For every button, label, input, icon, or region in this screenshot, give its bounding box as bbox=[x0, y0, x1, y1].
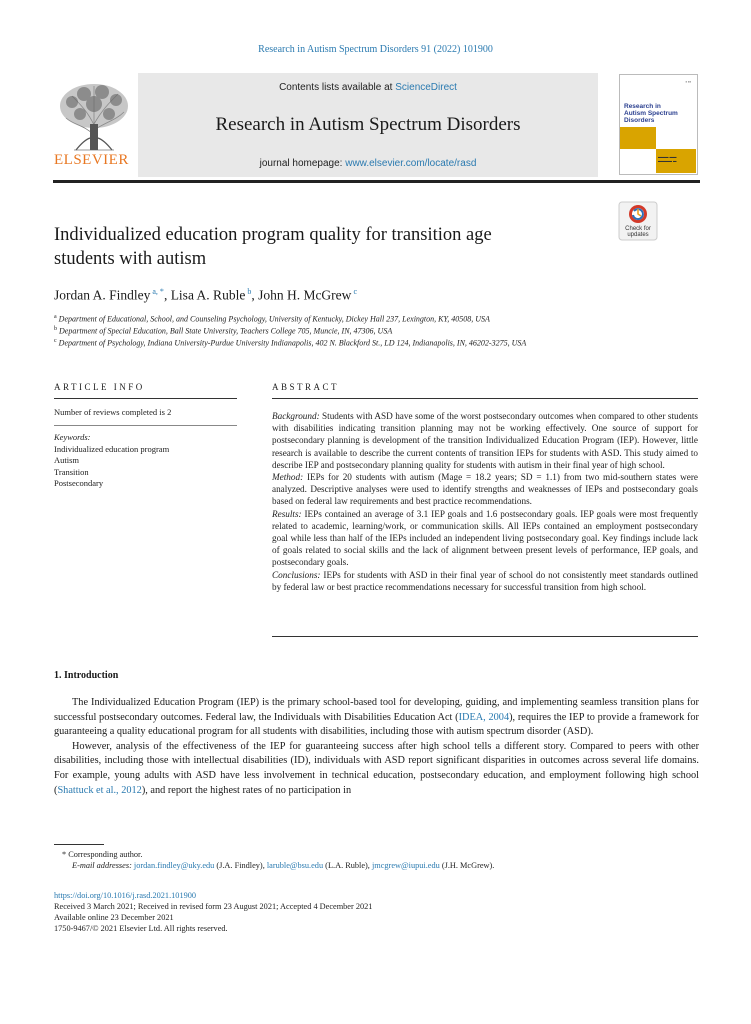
cover-title-line3: Disorders bbox=[624, 117, 655, 124]
affiliation bbox=[54, 314, 490, 324]
journal-cover-thumbnail[interactable] bbox=[619, 74, 698, 175]
body-text bbox=[54, 696, 699, 798]
journal-reference[interactable]: Research in Autism Spectrum Disorders 91 (2022) 101900 bbox=[258, 44, 493, 55]
affiliation-sup: c bbox=[54, 338, 57, 344]
article-title bbox=[54, 223, 574, 271]
cover-color-block bbox=[620, 127, 656, 149]
citation-link[interactable]: IDEA, 2004 bbox=[458, 711, 510, 723]
affiliation-text: Department of Educational, School, and Counseling Psychology, University of Kentucky, Dickey Hall 237, Lexington, KY, 40508, USA bbox=[58, 314, 490, 324]
affiliation-sup: b bbox=[54, 326, 57, 332]
check-for-updates-label bbox=[618, 226, 658, 238]
author-list: Jordan A. Findley $^{a, *}$, Lisa A. Ruble $^b$, John H. McGrew $^c$ bbox=[54, 287, 357, 303]
elsevier-tree-logo bbox=[54, 80, 134, 152]
reviews-count: Number of reviews completed is 2 bbox=[54, 407, 172, 417]
abstract-background bbox=[272, 410, 698, 471]
header-rule bbox=[53, 180, 700, 183]
affiliation-text: Department of Special Education, Ball State University, Teachers College 705, Muncie, IN, 47306, USA bbox=[59, 326, 393, 336]
abstract-end-rule bbox=[272, 636, 698, 637]
affiliation bbox=[54, 326, 392, 336]
author-affiliation-sup[interactable]: b bbox=[247, 287, 252, 296]
sciencedirect-link[interactable]: ScienceDirect bbox=[395, 82, 457, 93]
conclusions-label: Conclusions: bbox=[272, 569, 321, 580]
journal-title: Research in Autism Spectrum Disorders bbox=[215, 114, 521, 135]
paragraph-text: ), and report the highest rates of no participation in bbox=[141, 784, 352, 796]
abstract-rule bbox=[272, 398, 698, 399]
article-info-rule bbox=[54, 398, 237, 399]
section-heading-introduction: 1. Introduction bbox=[54, 670, 119, 681]
conclusions-text: IEPs for students with ASD in their final year of school do not consistently meet standards outlined by federal law or best practice recommendations necessary for successful transition from high school. bbox=[272, 569, 698, 592]
results-text: IEPs contained an average of 3.1 IEP goals and 1.6 postsecondary goals. IEP goals were most frequently related to academic, learning/work, or communication skills. All IEPs contained an employment postsecondary goal while less than half of the IEPs included an independent living postsecondary goal. Key findings include lack of goals related to social skills and the lack of alignment between present levels of performance, IEP goals, and postsecondary goals. bbox=[272, 508, 698, 568]
keyword: Transition bbox=[54, 466, 89, 477]
contents-line bbox=[138, 82, 598, 93]
abstract-conclusions bbox=[272, 569, 698, 593]
email-owner: (J.A. Findley), bbox=[214, 861, 267, 870]
method-label: Method: bbox=[272, 472, 304, 483]
copyright: 1750-9467/© 2021 Elsevier Ltd. All rights reserved. bbox=[54, 924, 228, 933]
check-label-line2: updates bbox=[627, 232, 649, 238]
homepage-prefix: journal homepage: bbox=[259, 158, 346, 169]
footnote-rule bbox=[54, 844, 104, 845]
cover-title-line2: Autism Spectrum bbox=[624, 110, 678, 117]
abstract-heading: ABSTRACT bbox=[272, 382, 340, 392]
corresponding-author-note: * Corresponding author. bbox=[62, 850, 143, 859]
paragraph-text: The Individualized Education Program (IEP) is the primary school-based tool for developing, guiding, and implementing seamless transition plans for successful postsecondary outcomes. Federal law, the Individuals with Disabilities Education Act ( bbox=[54, 697, 699, 723]
abstract-text bbox=[272, 410, 698, 593]
title-line1: Individualized education program quality for transition age bbox=[54, 225, 492, 245]
homepage-link[interactable]: www.elsevier.com/locate/rasd bbox=[345, 158, 477, 169]
author-affiliation-sup[interactable]: c bbox=[353, 287, 357, 296]
author-affiliation-sup[interactable]: a, * bbox=[152, 287, 164, 296]
article-info-divider bbox=[54, 425, 237, 426]
elsevier-logo-text: ELSEVIER bbox=[54, 152, 129, 168]
keyword: Autism bbox=[54, 455, 80, 465]
abstract-results bbox=[272, 508, 698, 569]
email-link[interactable]: jmcgrew@iupui.edu bbox=[371, 861, 440, 870]
author-name: Jordan A. Findley bbox=[54, 287, 151, 303]
keyword: Individualized education program bbox=[54, 443, 170, 454]
cover-title-line1: Research in bbox=[624, 103, 661, 110]
intro-paragraph bbox=[54, 696, 699, 740]
doi-text[interactable]: https://doi.org/10.1016/j.rasd.2021.101900 bbox=[54, 891, 197, 900]
email-addresses bbox=[72, 860, 494, 871]
author-name: John H. McGrew bbox=[258, 287, 352, 303]
contents-prefix: Contents lists available at bbox=[279, 82, 396, 93]
doi-link[interactable] bbox=[54, 891, 196, 902]
affiliation bbox=[54, 338, 526, 348]
cover-title bbox=[624, 103, 678, 124]
email-owner: (J.H. McGrew). bbox=[439, 861, 495, 870]
email-label: E-mail addresses: bbox=[72, 861, 134, 870]
paragraph-text: However, analysis of the effectiveness of the IEP for guaranteeing success after high school tells a different story. Compared to peers with other disabilities, including those with intellectual disabilities (ID), individuals with ASD report significant disparities in outcomes across several life domains. For example, young adults with ASD have less involvement in technical education, postsecondary education, and employment following high school ( bbox=[54, 740, 699, 796]
results-label: Results: bbox=[272, 508, 302, 519]
paragraph-text: ), requires the IEP to provide a framework for guaranteeing a quality educational program for all students with disabilities, including those with autism spectrum disorder (ASD). bbox=[54, 711, 699, 738]
keywords-label: Keywords: bbox=[54, 432, 91, 442]
method-text: IEPs for 20 students with autism (Mage = 18.2 years; SD = 1.1) from two mid-southern states were analyzed. Descriptive analyses were used to identify strengths and weaknesses of IEPs and postsecondary goals based on federal law requirements and best practice recommendations. bbox=[272, 472, 698, 507]
received-dates: Received 3 March 2021; Received in revised form 23 August 2021; Accepted 4 December 2021 bbox=[54, 902, 373, 911]
email-link[interactable]: jordan.findley@uky.edu bbox=[133, 861, 215, 870]
citation-link[interactable]: Shattuck et al., 2012 bbox=[57, 784, 142, 796]
author-name: Lisa A. Ruble bbox=[170, 287, 246, 303]
affiliation-text: Department of Psychology, Indiana University-Purdue University Indianapolis, 402 N. Blackford St., LD 124, Indianapolis, IN, 46202-3275, USA bbox=[58, 338, 527, 348]
check-label-line1: Check for bbox=[625, 226, 651, 232]
intro-paragraph bbox=[54, 740, 699, 798]
affiliation-sup: a bbox=[54, 314, 57, 320]
cover-footer-text: ▬▬▬ ▬▬ ▬▬▬▬ ▬ bbox=[658, 155, 677, 163]
background-text: Students with ASD have some of the worst postsecondary outcomes when compared to other students with disabilities indicating transition planning may not be working effectively. One source of support for postsecondary planning is development of the transition Individualized Education Program (IEP). However, little research is available to describe the current contents of transition IEPs for students with ASD. This study aimed to describe IEP and postsecondary planning quality for students with autism in their final year of high school. bbox=[272, 411, 698, 470]
article-info-heading: ARTICLE INFO bbox=[54, 382, 145, 392]
available-online: Available online 23 December 2021 bbox=[54, 913, 174, 922]
keywords-block bbox=[54, 432, 237, 490]
background-label: Background: bbox=[272, 411, 320, 421]
abstract-method bbox=[272, 471, 698, 508]
homepage-line bbox=[138, 158, 598, 169]
cover-issue-text: ▪ ▪▪ bbox=[685, 79, 691, 84]
email-owner: (L.A. Ruble), bbox=[323, 861, 372, 870]
title-line2: students with autism bbox=[54, 249, 207, 269]
keyword: Postsecondary bbox=[54, 478, 104, 488]
email-link[interactable]: laruble@bsu.edu bbox=[266, 861, 324, 870]
